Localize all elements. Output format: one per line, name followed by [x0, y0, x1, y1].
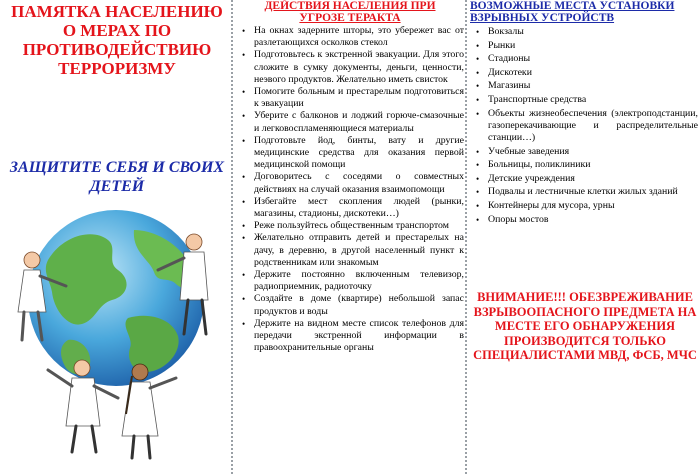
- bullet-icon: •: [242, 111, 246, 122]
- bullet-icon: •: [476, 214, 480, 225]
- bullet-icon: •: [242, 294, 246, 305]
- bullet-icon: •: [476, 94, 480, 105]
- list-item: • Подготовьтесь к экстренной эвакуации. Для этого сложите в сумку документы, деньги, ценности, неэвого продуктов. Желательно иметь свисток: [242, 49, 464, 85]
- threat-actions-list: [238, 25, 464, 354]
- bullet-icon: •: [476, 187, 480, 198]
- list-item: • Рынки: [476, 39, 516, 51]
- list-item: • Держите постоянно включенным телевизор, радиоприемник, радиоточку: [242, 269, 464, 293]
- list-item: • Помогите больным и престарелым подготовиться к эвакуации: [242, 86, 464, 110]
- list-item: • Транспортные средства: [476, 93, 587, 105]
- bullet-icon: •: [242, 87, 246, 98]
- globe-icon: [28, 210, 204, 386]
- leaflet-title: ПАМЯТКА НАСЕЛЕНИЮ О МЕРАХ ПО ПРОТИВОДЕЙСТВИЮ ТЕРРОРИЗМУ: [11, 2, 223, 78]
- bullet-icon: •: [242, 318, 246, 329]
- children-around-globe-illustration: [8, 200, 226, 462]
- list-item: • Учебные заведения: [476, 145, 570, 157]
- bullet-icon: •: [242, 221, 246, 232]
- list-item: • Реже пользуйтесь общественным транспортом: [242, 220, 449, 232]
- bullet-icon: •: [476, 54, 480, 65]
- leaflet-subtitle: ЗАЩИТИТЕ СЕБЯ И СВОИХ ДЕТЕЙ: [9, 159, 225, 195]
- bullet-icon: •: [476, 27, 480, 37]
- bullet-icon: •: [242, 172, 246, 183]
- bullet-icon: •: [242, 196, 246, 207]
- bullet-icon: •: [242, 50, 246, 61]
- bullet-icon: •: [242, 270, 246, 281]
- list-item: • Избегайте мест скопления людей (рынки, магазины, стадионы, дискотеки…): [242, 195, 464, 220]
- threat-actions-heading: ДЕЙСТВИЯ НАСЕЛЕНИЯ ПРИ УГРОЗЕ ТЕРАКТА: [264, 0, 436, 24]
- bullet-icon: •: [242, 233, 246, 244]
- list-item: • Договоритесь с соседями о совместных действиях на случай оказания взаимопомощи: [242, 171, 464, 195]
- list-item: • Объекты жизнеобеспечения (электроподстанции, газоперекачивающие и распределительные станции…): [476, 107, 698, 143]
- list-item: • На окнах задерните шторы, это убережет вас от разлетающихся осколков стекол: [242, 25, 464, 49]
- list-item: • Опоры мостов: [476, 213, 549, 225]
- bullet-icon: •: [476, 108, 480, 119]
- bullet-icon: •: [476, 160, 480, 171]
- list-item: • Желательно отправить детей и престарелых на дачу, в деревню, в другой населенный пункт к родственникам или знакомым: [242, 232, 464, 268]
- bullet-icon: •: [476, 173, 480, 184]
- bullet-icon: •: [242, 135, 246, 146]
- list-item: • Подвалы и лестничные клетки жилых зданий: [476, 186, 678, 198]
- bullet-icon: •: [476, 67, 480, 78]
- bullet-icon: •: [476, 40, 480, 51]
- explosive-places-list: [472, 26, 698, 227]
- list-item: • Дискотеки: [476, 66, 532, 78]
- list-item: • Подготовьте йод, бинты, вату и другие медицинские средства для оказания первой медицинской помощи: [242, 134, 464, 171]
- warning-notice: ВНИМАНИЕ!!! ОБЕЗВРЕЖИВАНИЕ ВЗРЫВООПАСНОГО ПРЕДМЕТА НА МЕСТЕ ЕГО ОБНАРУЖЕНИЯ ПРОИЗВОДИТСЯ ТОЛЬКО СПЕЦИАЛИСТАМИ МВД, ФСБ, МЧС: [473, 290, 697, 363]
- bullet-icon: •: [476, 200, 480, 211]
- list-item: • Вокзалы: [476, 26, 524, 37]
- list-item: • Создайте в доме (квартире) небольшой запас продуктов и воды: [242, 293, 464, 317]
- list-item: • Детские учреждения: [476, 172, 575, 184]
- list-item: • Магазины: [476, 80, 531, 92]
- list-item: • Уберите с балконов и лоджий горюче-смазочные и легковоспламеняющиеся материалы: [242, 110, 464, 134]
- list-item: • Стадионы: [476, 53, 531, 65]
- list-item: • Держите на видном месте список телефонов для передачи экстренной информации в правоохранительные органы: [242, 317, 464, 354]
- explosive-places-heading: ВОЗМОЖНЫЕ МЕСТА УСТАНОВКИ ВЗРЫВНЫХ УСТРОЙСТВ: [470, 0, 675, 24]
- list-item: • Контейнеры для мусора, урны: [476, 199, 615, 211]
- bullet-icon: •: [476, 146, 480, 157]
- list-item: • Больницы, поликлиники: [476, 159, 591, 171]
- bullet-icon: •: [242, 26, 246, 36]
- bullet-icon: •: [476, 81, 480, 92]
